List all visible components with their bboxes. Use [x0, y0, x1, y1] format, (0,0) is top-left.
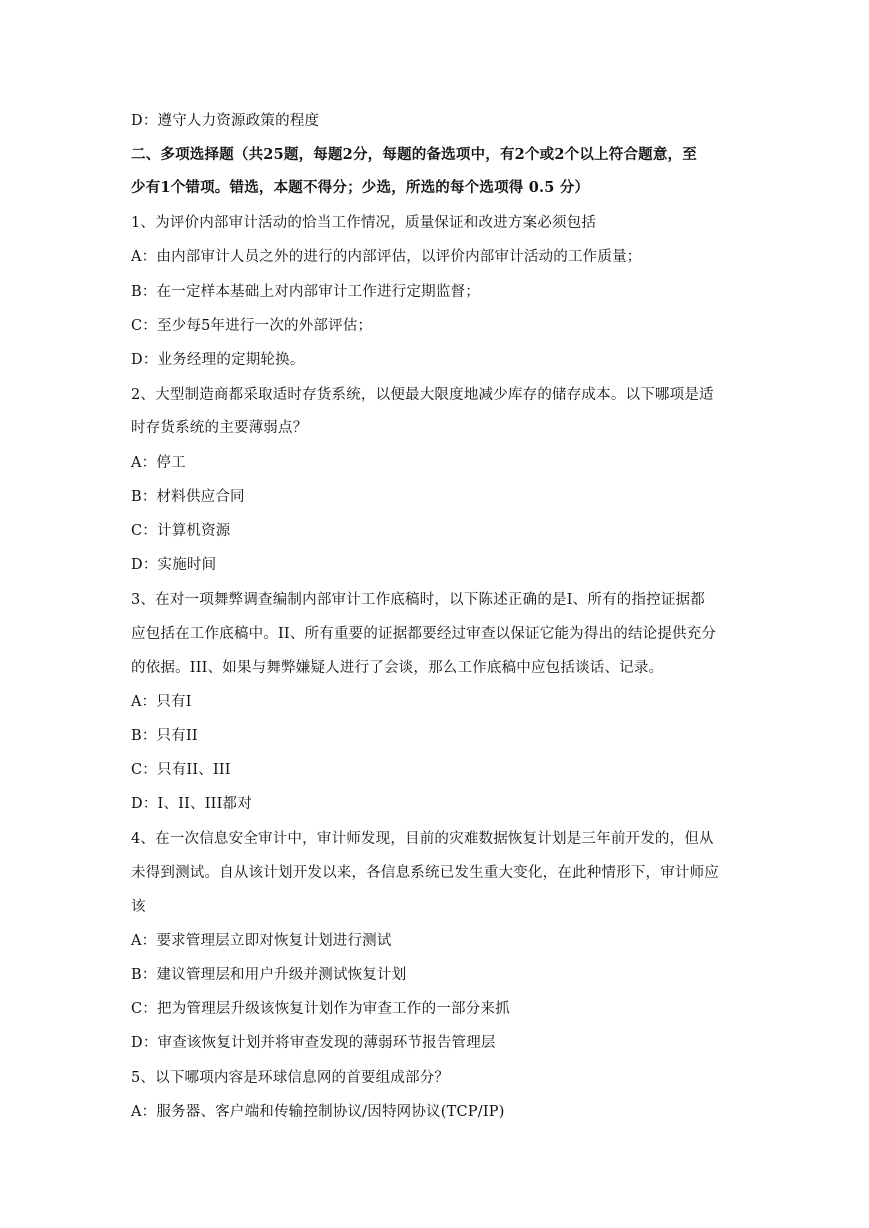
- q2-option-a: A：停工: [131, 455, 186, 471]
- q3-option-d: D：I、II、III都对: [131, 796, 252, 812]
- q5-option-a: A：服务器、客户端和传输控制协议/因特网协议(TCP/IP): [131, 1104, 505, 1120]
- q3-option-c: C：只有II、III: [131, 762, 231, 778]
- section-heading-line-1: 二、多项选择题（共25题，每题2分，每题的备选项中，有2个或2个以上符合题意，至: [131, 146, 697, 163]
- section-heading-line-2: 少有1个错项。错选，本题不得分；少选，所选的每个选项得 0.5 分）: [131, 179, 590, 196]
- question-1: 1、为评价内部审计活动的恰当工作情况，质量保证和改进方案必须包括: [131, 215, 597, 231]
- q2-option-c: C：计算机资源: [131, 523, 231, 539]
- question-2-line-1: 2、大型制造商都采取适时存货系统，以便最大限度地减少库存的储存成本。以下哪项是适: [131, 387, 714, 403]
- option-d-line: D：遵守人力资源政策的程度: [131, 113, 320, 129]
- q1-option-d: D：业务经理的定期轮换。: [131, 352, 305, 368]
- q4-option-c: C：把为管理层升级该恢复计划作为审查工作的一部分来抓: [131, 1001, 510, 1017]
- q3-option-b: B：只有II: [131, 728, 198, 744]
- question-3-line-3: 的依据。III、如果与舞弊嫌疑人进行了会谈，那么工作底稿中应包括谈话、记录。: [131, 660, 664, 676]
- question-5: 5、以下哪项内容是环球信息网的首要组成部分？: [131, 1070, 450, 1086]
- q1-option-a: A：由内部审计人员之外的进行的内部评估，以评价内部审计活动的工作质量；: [131, 249, 642, 265]
- q2-option-d: D：实施时间: [131, 557, 217, 573]
- question-4-line-3: 该: [131, 899, 146, 915]
- question-4-line-1: 4、在一次信息安全审计中，审计师发现，目前的灾难数据恢复计划是三年前开发的，但从: [131, 831, 714, 847]
- q3-option-a: A：只有I: [131, 694, 192, 710]
- question-3-line-2: 应包括在工作底稿中。II、所有重要的证据都要经过审查以保证它能为得出的结论提供充分: [131, 626, 717, 642]
- question-2-line-2: 时存货系统的主要薄弱点？: [131, 420, 308, 436]
- q4-option-b: B：建议管理层和用户升级并测试恢复计划: [131, 967, 407, 983]
- q1-option-c: C：至少每5年进行一次的外部评估；: [131, 318, 373, 334]
- q1-option-b: B：在一定样本基础上对内部审计工作进行定期监督；: [131, 284, 480, 300]
- question-4-line-2: 未得到测试。自从该计划开发以来，各信息系统已发生重大变化，在此种情形下，审计师应: [131, 865, 719, 881]
- question-3-line-1: 3、在对一项舞弊调查编制内部审计工作底稿时，以下陈述正确的是I、所有的指控证据都: [131, 592, 705, 608]
- q4-option-a: A：要求管理层立即对恢复计划进行测试: [131, 933, 392, 949]
- q4-option-d: D：审查该恢复计划并将审查发现的薄弱环节报告管理层: [131, 1035, 496, 1051]
- q2-option-b: B：材料供应合同: [131, 489, 245, 505]
